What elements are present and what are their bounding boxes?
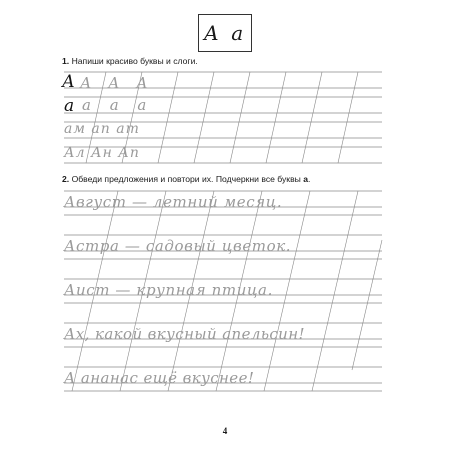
task-1-number: 1. [62, 56, 70, 66]
row-2-sample: а [64, 96, 75, 116]
row-4-trace: Ал Ан Ап [64, 145, 140, 161]
row-1-trace: А А А [80, 74, 154, 92]
sentence-4-trace: Ах, какой вкусный апельсин! [64, 325, 305, 343]
letter-header-text: А а [203, 21, 247, 45]
row-3-trace: ам ап ат [64, 121, 140, 137]
sentence-1-trace: Август — летний месяц. [64, 193, 283, 211]
task-1-instruction: Напиши красиво буквы и слоги. [71, 56, 198, 66]
task-2-instruction-end: . [307, 174, 311, 184]
page-number: 4 [222, 426, 228, 436]
task-2-letter: а [303, 174, 308, 184]
row-2-trace: а а а [82, 96, 154, 114]
task-2-number: 2. [62, 174, 70, 184]
sentence-2-trace: Астра — садовый цветок. [64, 237, 292, 255]
row-1-sample: А [62, 72, 75, 92]
task-2-instruction: Обведи предложения и повтори их. Подчеркни все буквы [71, 174, 304, 184]
task-2-heading [62, 174, 310, 184]
sentence-5-trace: А ананас ещё вкуснее! [64, 369, 255, 387]
sentence-3-trace: Аист — крупная птица. [64, 281, 273, 299]
